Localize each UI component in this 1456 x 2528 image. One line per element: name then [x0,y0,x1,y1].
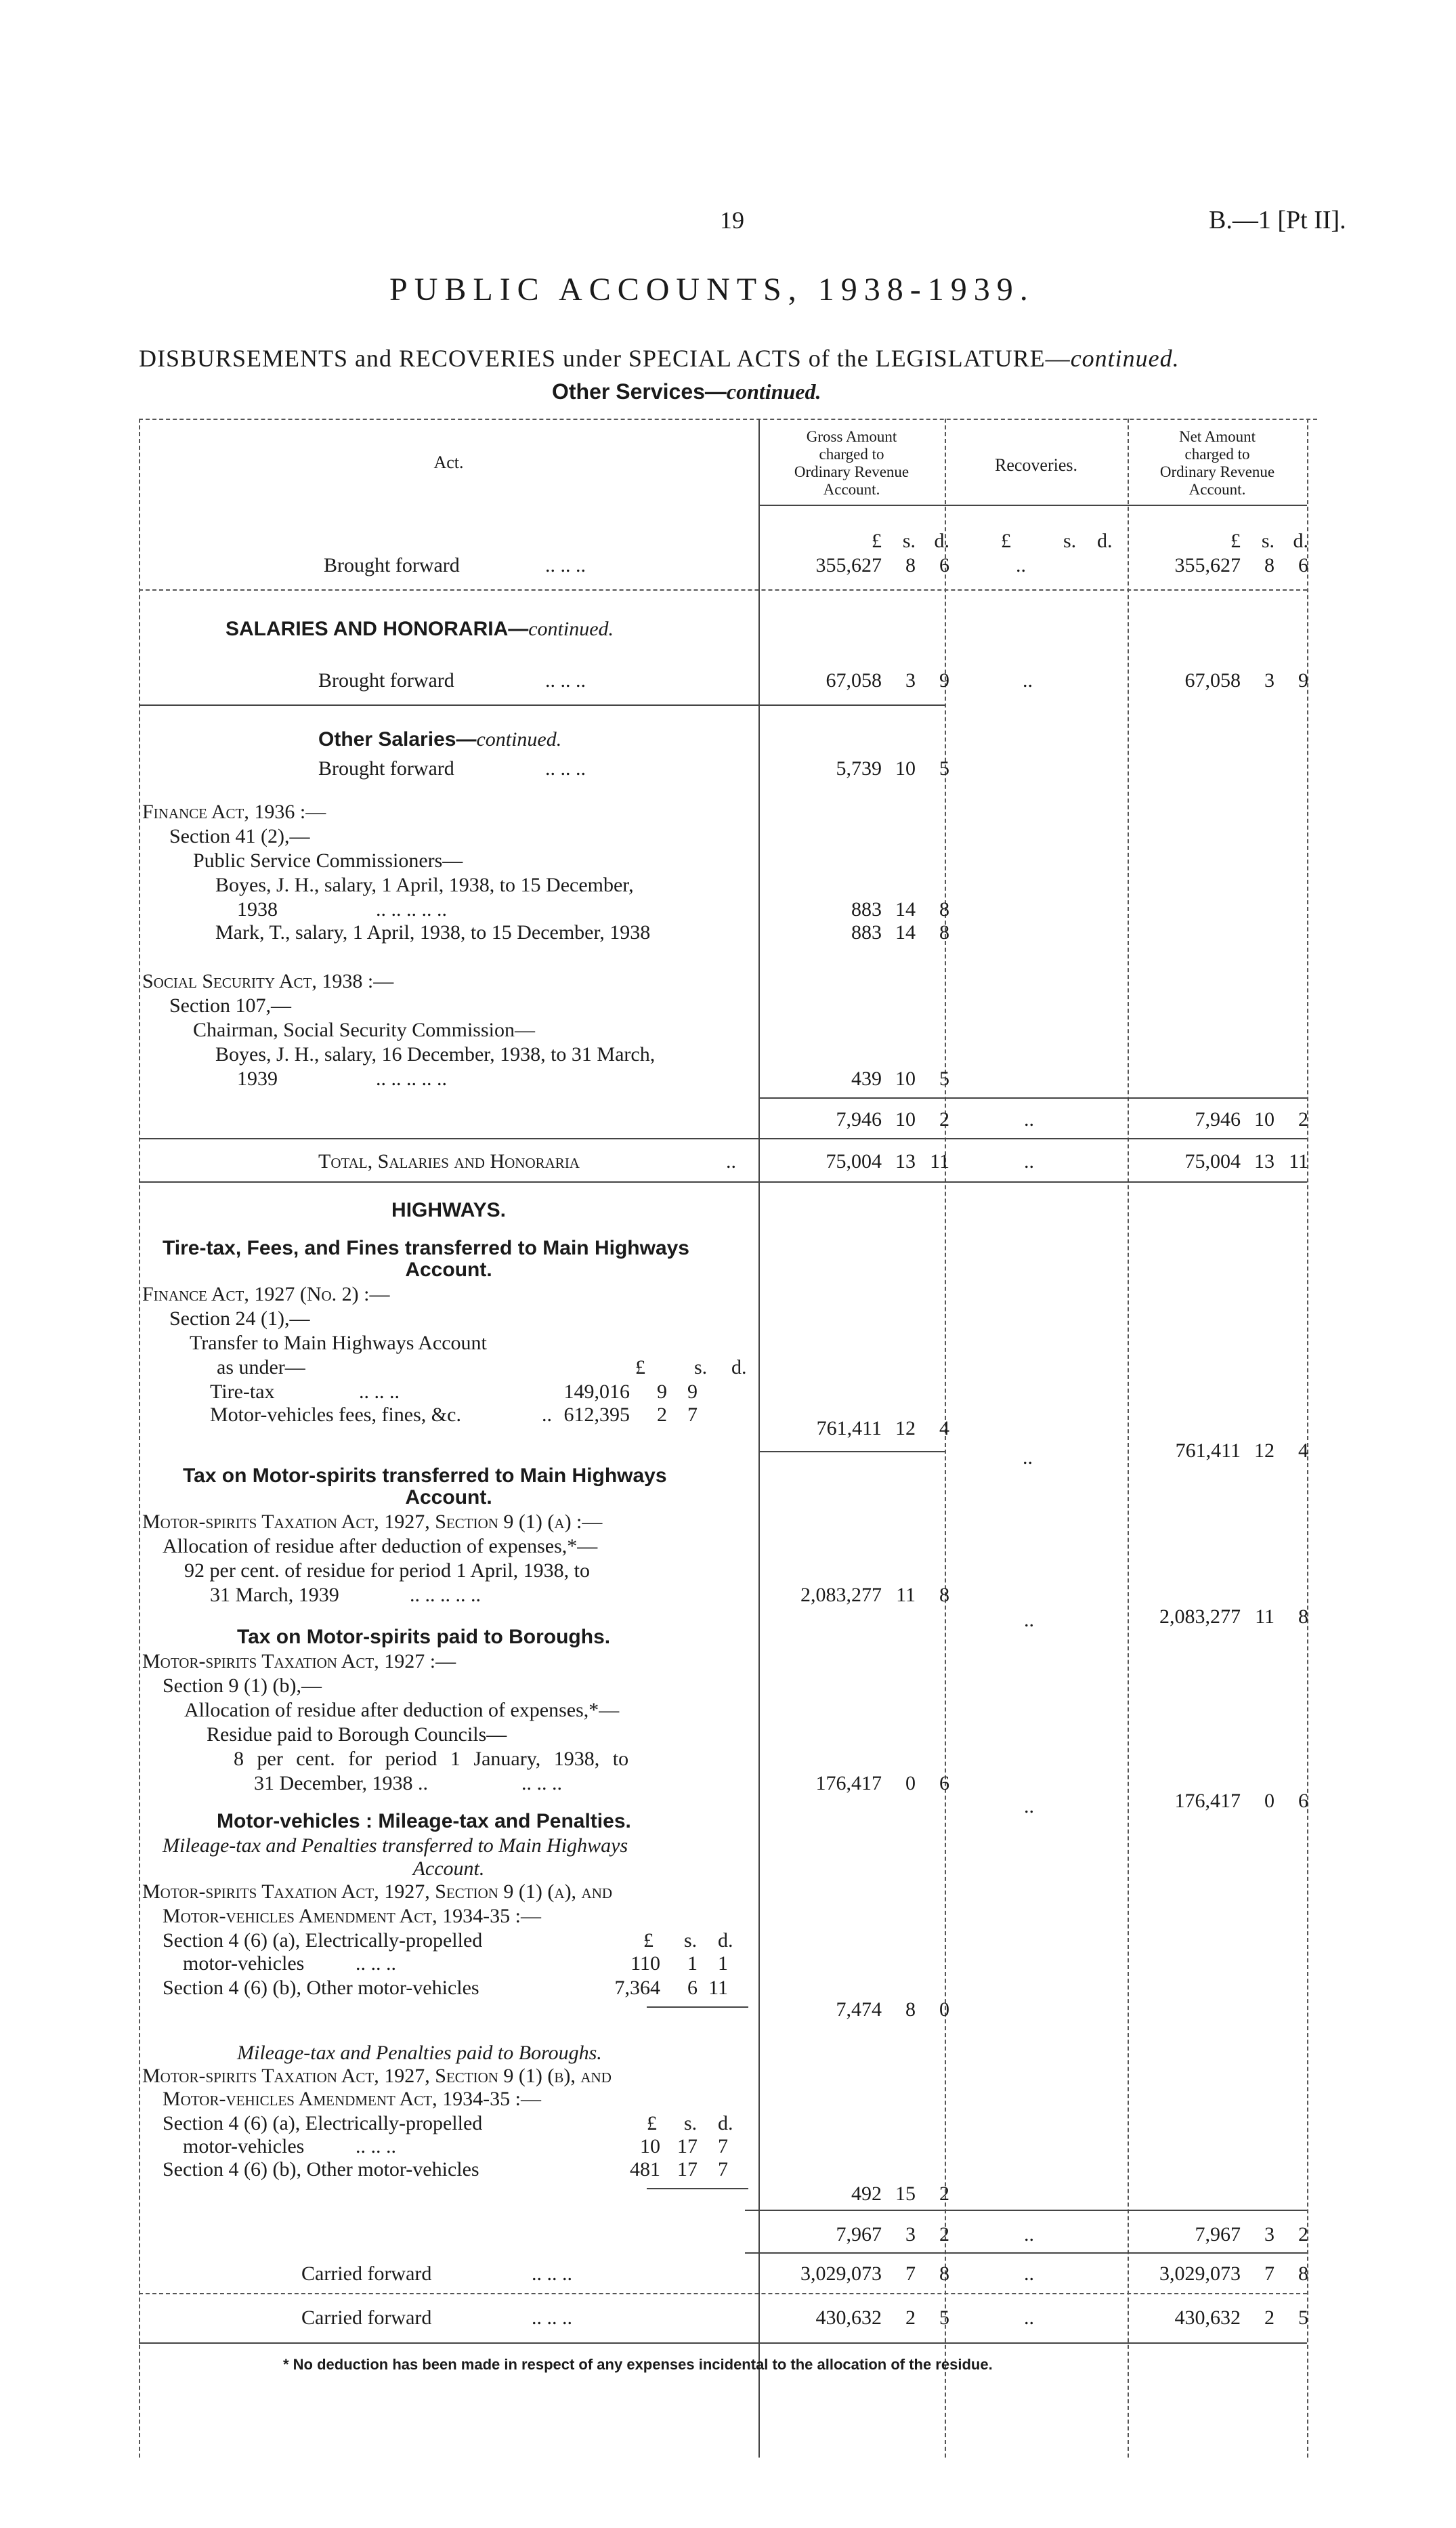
mileage-paid-act-line1: Motor-spirits Taxation Act, 1927, Section 9 (1) (b), and [142,2065,612,2087]
section-24: Section 24 (1),— [169,1307,310,1330]
mileage-sub-line2: Account. [412,1857,485,1880]
mileage-inner-pound: £ [643,1929,654,1952]
motor-vehicle-fees-label: Motor-vehicles fees, fines, &c. [210,1404,461,1426]
mileage-paid-sub: Mileage-tax and Penalties paid to Boroughs. [237,2042,602,2064]
salaries-total-dots: .. [726,1150,736,1173]
header-divider [758,505,1307,506]
mileage-paid-4a-amount: 10 17 7 [640,2135,728,2157]
mileage-inner-pence: d. [718,1929,733,1952]
mileage-paid-inner-pound: £ [647,2112,657,2134]
boroughs-gross: 176,417 0 6 [815,1772,949,1794]
mark-line: Mark, T., salary, 1 April, 1938, to 15 December, 1938 [215,921,651,944]
boroughs-8-dots: .. .. .. [521,1772,562,1794]
mileage-heading: Motor-vehicles : Mileage-tax and Penalties. [217,1810,631,1832]
section-107: Section 107,— [169,994,291,1017]
footnote: * No deduction has been made in respect of any expenses incidental to the allocation of the residue. [283,2356,993,2373]
psc-label: Public Service Commissioners— [193,849,463,872]
document-reference: B.—1 [Pt II]. [1209,206,1346,234]
column-header-act: Act. [433,452,464,472]
subtotal-rule-top [758,1097,1307,1099]
page-title: PUBLIC ACCOUNTS, 1938-1939. [389,272,1035,308]
boyes-1-gross: 883 14 8 [851,898,949,921]
boroughs-section: Section 9 (1) (b),— [163,1674,322,1697]
boroughs-recoveries: .. [1024,1795,1034,1817]
mileage-act-line2: Motor-vehicles Amendment Act, 1934-35 :— [163,1905,541,1927]
boroughs-net: 176,417 0 6 [1174,1790,1308,1812]
chairman-label: Chairman, Social Security Commission— [193,1019,535,1041]
motor-vehicle-fees-amount: 612,395 2 7 [563,1404,698,1426]
salaries-bf-recoveries: .. [1023,669,1033,692]
subtotal-rule-bottom [139,1138,1307,1139]
brought-forward-net: 355,627 8 6 [1174,554,1308,576]
tire-heading-line2: Account. [405,1259,492,1281]
salaries-total-label: Total, Salaries and Honoraria [318,1150,580,1173]
carried-forward-recoveries: .. [1024,2306,1034,2329]
salaries-bf-gross: 67,058 3 9 [826,669,949,692]
mileage-4a-line2: motor-vehicles [183,1952,305,1975]
page-subtitle: DISBURSEMENTS and RECOVERIES under SPECIAL ACTS of the LEGISLATURE—continued. [139,345,1180,372]
table-top-rule [139,419,1317,420]
boyes-1-dots: .. .. .. .. .. [376,898,447,921]
boyes-2-gross: 439 10 5 [851,1068,949,1090]
salaries-bf-dots: .. .. .. [545,669,586,692]
transfer-line1: Transfer to Main Highways Account [190,1332,487,1354]
page-number: 19 [720,207,744,234]
other-salaries-bf-gross: 5,739 10 5 [836,757,949,780]
mileage-4b-amount: 7,364 6 11 [614,1977,728,1999]
tire-tax-amount: 149,016 9 9 [563,1381,698,1403]
motor-spirits-92-dots: .. .. .. .. .. [410,1584,481,1606]
boyes-2-line2: 1939 [237,1068,278,1090]
tire-rule [758,1451,945,1452]
salaries-total-gross: 75,004 13 11 [826,1150,949,1173]
mileage-subtotal-recoveries: .. [1024,2223,1034,2246]
motor-spirits-heading-line2: Account. [405,1486,492,1509]
salaries-total-recoveries: .. [1024,1150,1034,1173]
mileage-paid-inner-pence: d. [718,2112,733,2134]
mileage-paid-4b-amount: 481 17 7 [630,2158,728,2181]
tire-total-gross: 761,411 12 4 [816,1417,949,1439]
section-title: Other Services—continued. [552,379,821,404]
carried-forward-rule [139,2293,1307,2294]
mileage-act-line1: Motor-spirits Taxation Act, 1927, Section 9 (1) (a), and [142,1880,613,1903]
carried-forward-net: 430,632 2 5 [1174,2306,1308,2329]
total-rule [139,1181,1307,1183]
inner-pound-header: £ [635,1356,645,1378]
highways-heading: HIGHWAYS. [391,1199,506,1221]
recoveries-pence-header: d. [1097,530,1113,552]
other-salaries-bf-dots: .. .. .. [545,757,586,780]
brought-forward-dots: .. .. .. [545,554,586,576]
inner-shilling-header: s. [694,1356,708,1378]
column-rule-recoveries [1128,419,1129,2458]
mileage-4a-dots: .. .. .. [356,1952,396,1975]
salaries-bf-rule [139,704,945,706]
mileage-paid-act-line2: Motor-vehicles Amendment Act, 1934-35 :— [163,2088,541,2110]
mileage-4a-amount: 110 1 1 [630,1952,728,1975]
salaries-bf-label: Brought forward [318,669,454,692]
mileage-inner-rule [647,2006,748,2008]
section-41: Section 41 (2),— [169,825,310,847]
boyes-2-line1: Boyes, J. H., salary, 16 December, 1938, to 31 March, [215,1043,656,1066]
mileage-paid-4a-dots: .. .. .. [356,2135,396,2157]
mark-gross: 883 14 8 [851,921,949,944]
mileage-4a-line1: Section 4 (6) (a), Electrically-propelled [163,1929,483,1952]
salaries-heading: SALARIES AND HONORARIA—continued. [226,618,614,640]
motor-spirits-heading-line1: Tax on Motor-spirits transferred to Main Highways [183,1465,667,1487]
boroughs-8-line1: 8 per cent. for period 1 January, 1938, to [234,1748,629,1770]
mileage-4b-line: Section 4 (6) (b), Other motor-vehicles [163,1977,479,1999]
boyes-2-dots: .. .. .. .. .. [376,1068,447,1090]
salaries-bf-net: 67,058 3 9 [1184,669,1308,692]
mileage-inner-shilling: s. [684,1929,698,1952]
mileage-paid-4a-line2: motor-vehicles [183,2135,305,2157]
finance-act-1936: Finance Act, 1936 :— [142,801,326,823]
mileage-paid-inner-rule [647,2188,748,2189]
mileage-gross: 7,474 8 0 [836,1998,949,2021]
highways-cf-label: Carried forward [301,2262,432,2285]
finance-act-1927: Finance Act, 1927 (No. 2) :— [142,1283,390,1305]
salaries-subtotal-gross: 7,946 10 2 [836,1108,949,1131]
boyes-1-line2: 1938 [237,898,278,921]
boroughs-allocation: Allocation of residue after deduction of expenses,*— [184,1699,620,1721]
motor-spirits-allocation: Allocation of residue after deduction of expenses,*— [163,1535,598,1557]
motor-spirits-recoveries: .. [1024,1609,1034,1631]
carried-forward-label: Carried forward [301,2306,432,2329]
table-left-rule [139,419,140,2458]
carried-forward-dots: .. .. .. [532,2306,572,2329]
motor-vehicle-fees-dots: .. [542,1404,552,1426]
brought-forward-gross: 355,627 8 6 [815,554,949,576]
tire-tax-dots: .. .. .. [359,1381,400,1403]
highways-cf-gross: 3,029,073 7 8 [800,2262,949,2285]
mileage-paid-inner-shilling: s. [684,2112,698,2134]
mileage-subtotal-gross: 7,967 3 2 [836,2223,949,2246]
highways-cf-net: 3,029,073 7 8 [1159,2262,1308,2285]
motor-spirits-net: 2,083,277 11 8 [1159,1605,1308,1628]
boroughs-paid: Residue paid to Borough Councils— [207,1723,507,1746]
salaries-total-net: 75,004 13 11 [1184,1150,1308,1173]
brought-forward-rule [139,589,1307,591]
motor-spirits-act: Motor-spirits Taxation Act, 1927, Section 9 (1) (a) :— [142,1511,603,1533]
salaries-subtotal-recoveries: .. [1024,1108,1034,1131]
transfer-line2: as under— [217,1356,305,1378]
other-salaries-heading: Other Salaries—continued. [318,728,562,751]
motor-spirits-92-line1: 92 per cent. of residue for period 1 April, 1938, to [184,1559,591,1582]
boyes-1-line1: Boyes, J. H., salary, 1 April, 1938, to 15 December, [215,874,634,896]
recoveries-pound-header: £ [1001,530,1011,552]
column-header-net: Net Amount charged to Ordinary Revenue Account. [1159,428,1275,498]
motor-spirits-gross: 2,083,277 11 8 [800,1584,949,1606]
brought-forward-recoveries: .. [1016,554,1026,576]
mileage-sub-line1: Mileage-tax and Penalties transferred to Main Highways [163,1834,628,1857]
boroughs-8-line2: 31 December, 1938 .. [254,1772,429,1794]
other-salaries-bf-label: Brought forward [318,757,454,780]
tire-heading-line1: Tire-tax, Fees, and Fines transferred to Main Highways [163,1237,689,1259]
boroughs-heading: Tax on Motor-spirits paid to Boroughs. [237,1626,611,1648]
carried-forward-gross: 430,632 2 5 [815,2306,949,2329]
tire-total-net: 761,411 12 4 [1175,1439,1308,1462]
gross-currency-header: £ s. d. [872,530,949,552]
mileage-subtotal-rule-bottom [745,2252,1307,2254]
tire-tax-label: Tire-tax [210,1381,275,1403]
inner-pence-header: d. [731,1356,747,1378]
mileage-paid-gross: 492 15 2 [851,2183,949,2205]
mileage-subtotal-net: 7,967 3 2 [1195,2223,1308,2246]
highways-cf-dots: .. .. .. [532,2262,572,2285]
tire-recoveries: .. [1023,1446,1033,1469]
column-header-recoveries: Recoveries. [994,455,1077,475]
mileage-subtotal-rule-top [745,2210,1307,2211]
boroughs-act: Motor-spirits Taxation Act, 1927 :— [142,1650,456,1672]
column-header-gross: Gross Amount charged to Ordinary Revenue Account. [794,428,909,498]
social-security-act: Social Security Act, 1938 :— [142,970,394,992]
salaries-subtotal-net: 7,946 10 2 [1195,1108,1308,1131]
net-currency-header: £ s. d. [1230,530,1308,552]
highways-cf-recoveries: .. [1024,2262,1034,2285]
recoveries-shilling-header: s. [1063,530,1077,552]
column-rule-net [1307,419,1308,2458]
mileage-paid-4b-line: Section 4 (6) (b), Other motor-vehicles [163,2158,479,2181]
mileage-paid-4a-line1: Section 4 (6) (a), Electrically-propelled [163,2112,483,2134]
table-bottom-rule [139,2342,1307,2344]
brought-forward-label: Brought forward [324,554,460,576]
motor-spirits-92-line2: 31 March, 1939 [210,1584,339,1606]
